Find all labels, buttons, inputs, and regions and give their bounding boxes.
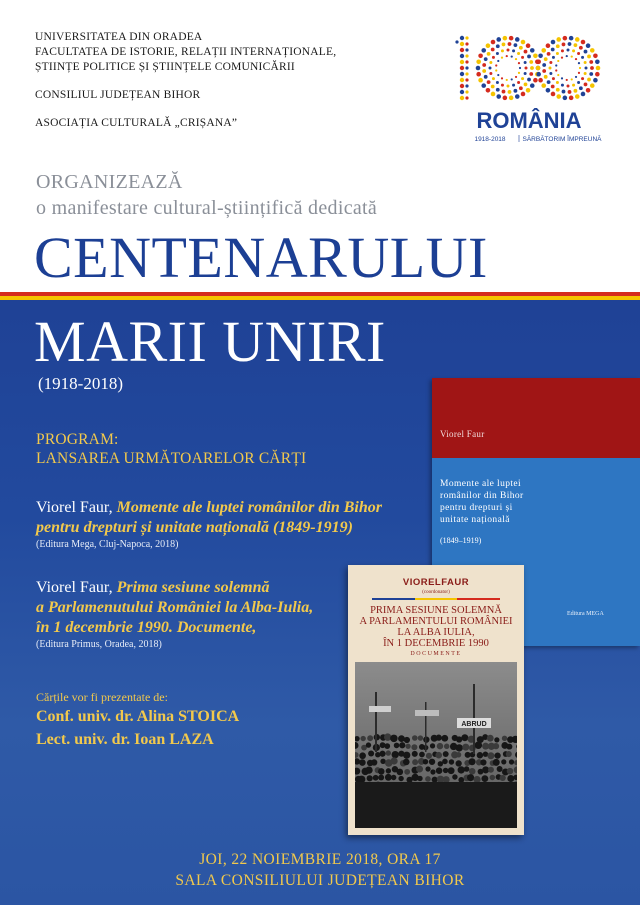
association-line: ASOCIAȚIA CULTURALĂ „CRIȘANA” [35,117,238,129]
main-title-line2: MARII UNIRI [34,309,386,374]
logo-country: ROMÂNIA [476,108,582,133]
presenter-1: Conf. univ. dr. Alina STOICA [36,708,240,725]
program-subtitle: LANSAREA URMĂTOARELOR CĂRȚI [36,450,307,467]
centenary-years: (1918-2018) [38,374,123,393]
dedication-text: o manifestare cultural-științifică dedicată [36,197,378,219]
sign-text: ABRUD [461,721,487,728]
book-author: Viorel Faur, [36,579,117,596]
cover-tricolor-line [372,598,500,600]
presenter-2: Lect. univ. dr. Ioan LAZA [36,731,214,748]
organizes-text: ORGANIZEAZĂ [36,171,183,193]
organizers-block [35,30,336,131]
logo-100-dots [455,36,600,100]
book-title: a Parlamenutului României la Alba-Iulia, [36,599,314,616]
crowd-photo [355,662,517,828]
cover-years: (1849–1919) [440,536,482,545]
program-block [36,430,306,468]
cover-red-band [432,378,640,458]
cover-subtitle: DOCUMENTE [410,651,462,657]
book-cover-primus [348,565,524,835]
romania-100-logo [450,30,608,148]
faculty-line: FACULTATEA DE ISTORIE, RELAȚII INTERNAȚIONALE, [35,46,337,58]
cover-title: PRIMA SESIUNE SOLEMNĂ A PARLAMENTULUI ROMÂNIEI LA ALBA IULIA, ÎN 1 DECEMBRIE 1990 [359,605,513,649]
council-line: CONSILIUL JUDEȚEAN BIHOR [35,89,201,101]
cover-author: VIORELFAUR [402,577,470,588]
event-venue: SALA CONSILIULUI JUDEȚEAN BIHOR [175,872,465,889]
book-publisher: (Editura Mega, Cluj-Napoca, 2018) [36,539,179,550]
main-title-line1: CENTENARULUI [34,225,488,290]
faculty-line: ȘTIINȚE POLITICE ȘI ȘTIINȚELE COMUNICĂRII [35,61,295,73]
logo-motto: SĂRBĂTORIM ÎMPREUNĂ [522,136,602,143]
logo-years: 1918-2018 [474,136,506,143]
cover-author: Viorel Faur [440,429,485,439]
book-title: pentru drepturi și unitate națională (1849-1919) [36,519,353,536]
book-entry-2 [36,578,313,651]
book-publisher: (Editura Primus, Oradea, 2018) [36,639,162,650]
cover-publisher: Editura MEGA [567,611,604,617]
program-label: PROGRAM: [36,431,119,448]
tricolor-stripes [0,292,640,306]
event-date: JOI, 22 NOIEMBRIE 2018, ORA 17 [199,851,441,868]
book-title: în 1 decembrie 1990. Documente, [36,619,257,636]
book-author: Viorel Faur, [36,499,117,516]
presented-by-label: Cărțile vor fi prezentate de: [36,690,168,704]
book-title: Prima sesiune solemnă [116,579,270,596]
book-title: Momente ale luptei românilor din Bihor [116,499,382,516]
cover-title: Momente ale luptei românilor din Bihor pentru drepturi și unitate națională [440,479,524,525]
book-entry-1 [36,498,382,551]
cover-role: (coordonator) [422,590,450,595]
university-line: UNIVERSITATEA DIN ORADEA [35,31,203,43]
